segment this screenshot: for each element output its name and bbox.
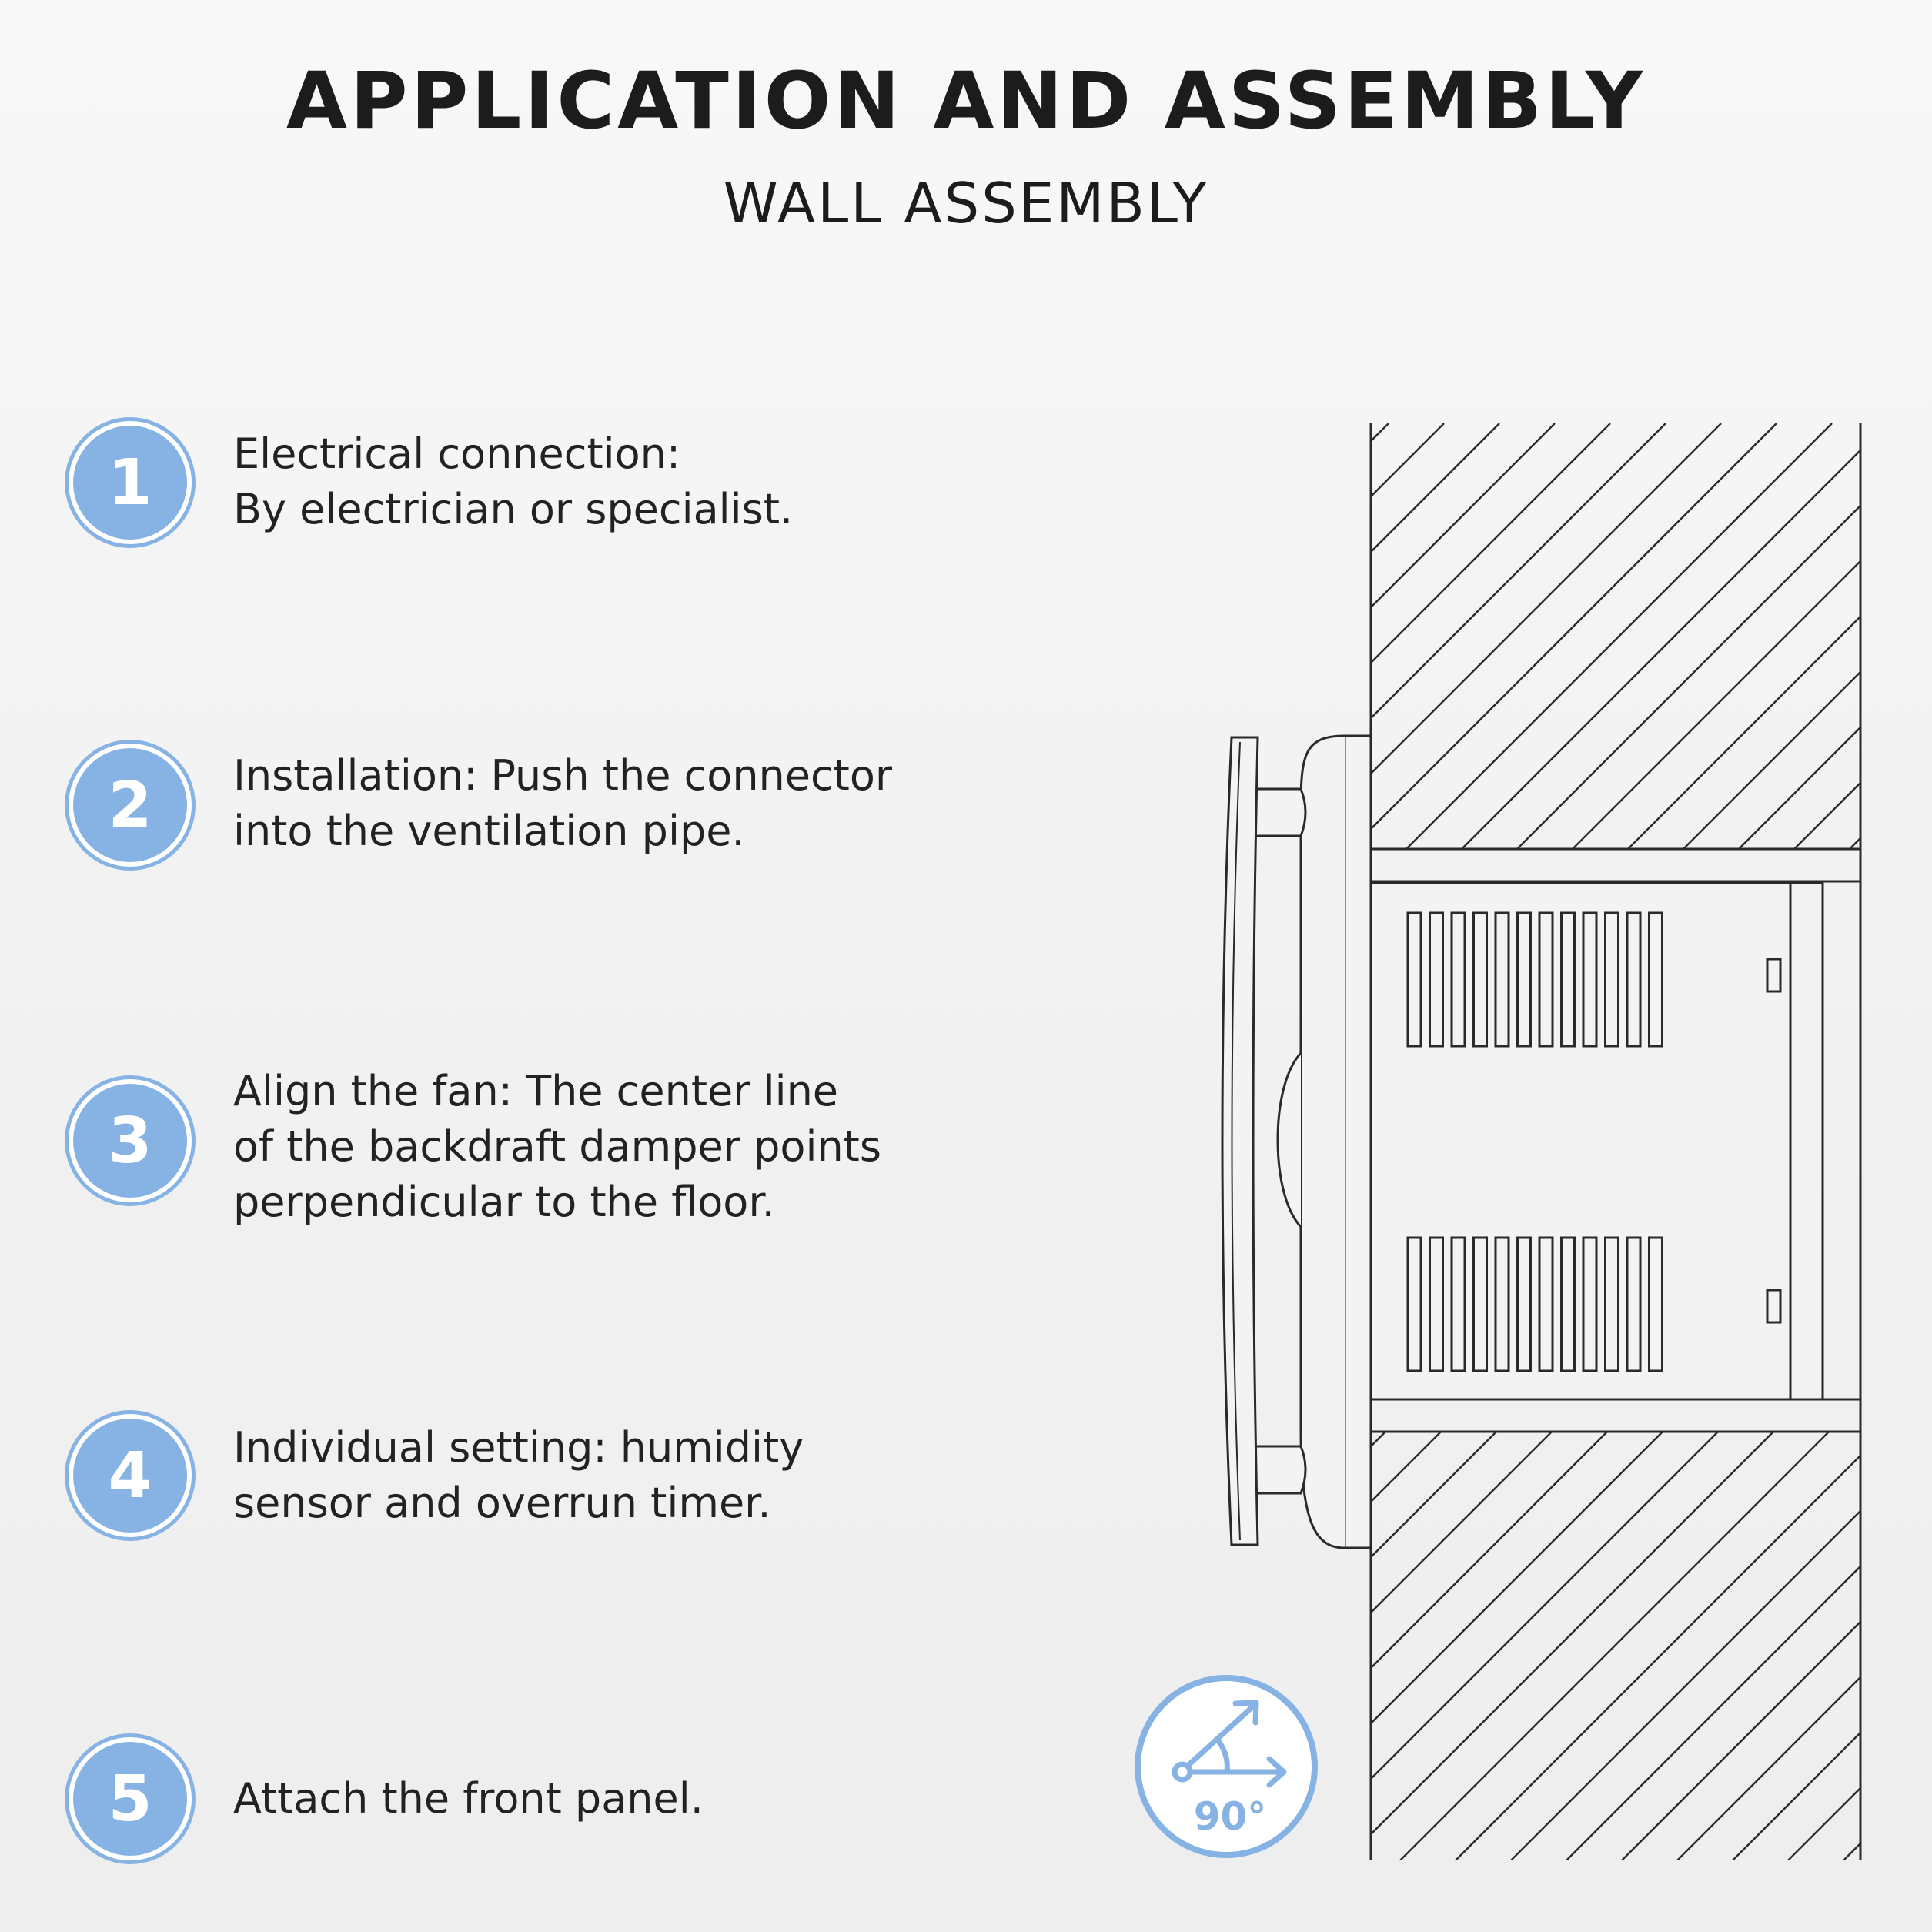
page-title: APPLICATION AND ASSEMBLY (286, 55, 1646, 147)
step-text-line: Installation: Push the connector (233, 751, 893, 800)
step-text-line: sensor and overrun timer. (233, 1479, 771, 1527)
hatch-line (569, 1432, 998, 1860)
hatch-line (1905, 423, 1932, 849)
latch-clip-upper (1767, 959, 1780, 991)
hatch-line (1406, 423, 1832, 849)
hatch-line (741, 423, 1167, 849)
vent-slot (1562, 913, 1575, 1046)
step-text-line: of the backdraft damper points (233, 1122, 881, 1171)
step-number-badge: 5 (73, 1742, 187, 1856)
front-panel (1222, 737, 1258, 1545)
vent-slot (1408, 1238, 1421, 1371)
vent-slot (1518, 913, 1531, 1046)
vent-slot (1474, 1238, 1487, 1371)
vent-slot (1583, 1238, 1596, 1371)
vent-slot (1539, 913, 1553, 1046)
hatch-line (1843, 1432, 1932, 1860)
hatch-line (1794, 423, 1932, 849)
hatch-line (1345, 1432, 1773, 1860)
vent-slot (1452, 1238, 1465, 1371)
hatch-line (1566, 1432, 1932, 1860)
hatch-line (852, 423, 1278, 849)
vent-slot (1408, 913, 1421, 1046)
hatch-line (1074, 423, 1499, 849)
step-text-line: into the ventilation pipe. (233, 807, 745, 855)
hatch-line (1899, 1432, 1932, 1860)
standoff-upper (1253, 789, 1305, 836)
fan-connector-sleeve (1371, 883, 1823, 1399)
vent-slot (1583, 913, 1596, 1046)
hatch-line (624, 1432, 1053, 1860)
step-number-badge: 1 (73, 426, 187, 540)
hatch-line (1850, 423, 1932, 849)
wall-hatch-upper (520, 423, 1932, 849)
vent-slot (1627, 913, 1640, 1046)
standoff-lower (1253, 1446, 1305, 1493)
vent-slot (1518, 1238, 1531, 1371)
hatch-line (735, 1432, 1164, 1860)
vent-slot (1562, 1238, 1575, 1371)
page-subtitle: WALL ASSEMBLY (723, 171, 1209, 236)
step-number-badge: 4 (73, 1419, 187, 1533)
hatch-line (908, 423, 1333, 849)
vent-slot (1452, 913, 1465, 1046)
right-angle-badge (1138, 1678, 1315, 1855)
vent-slot (1627, 1238, 1640, 1371)
vent-slot (1430, 913, 1443, 1046)
step-number-badge: 3 (73, 1084, 187, 1198)
hatch-line (1351, 423, 1777, 849)
vent-slot (1496, 913, 1509, 1046)
latch-clip-lower (1767, 1290, 1780, 1322)
hatch-line (1622, 1432, 1932, 1860)
hatch-line (686, 423, 1111, 849)
angle-label: 90° (1193, 1794, 1267, 1839)
fan-housing (1222, 736, 1371, 1548)
step-text-line: Attach the front panel. (233, 1774, 704, 1823)
vent-slot (1650, 913, 1663, 1046)
step-text-line: Electrical connection: (233, 430, 681, 478)
step-text-line: perpendicular to the floor. (233, 1178, 775, 1226)
housing-center-bulge (1278, 1053, 1301, 1227)
housing-shell (1301, 736, 1345, 1548)
vent-slot (1496, 1238, 1509, 1371)
hatch-line (1400, 1432, 1829, 1860)
hatch-line (575, 423, 1001, 849)
step-text-line: Individual setting: humidity (233, 1423, 804, 1472)
step-text-line: By electrician or specialist. (233, 485, 794, 533)
hatch-line (1677, 1432, 1932, 1860)
vent-slot (1650, 1238, 1663, 1371)
hatch-line (1456, 1432, 1884, 1860)
vent-slot (1606, 913, 1619, 1046)
step-number-badge: 2 (73, 748, 187, 862)
hatch-line (1683, 423, 1932, 849)
vent-slot (1539, 1238, 1553, 1371)
hatch-line (680, 1432, 1108, 1860)
mounting-flange (1345, 736, 1371, 1548)
vent-slot (1430, 1238, 1443, 1371)
hatch-line (630, 423, 1056, 849)
hatch-line (520, 423, 945, 849)
hatch-line (1573, 423, 1932, 849)
hatch-line (513, 1432, 942, 1860)
vent-slot (1606, 1238, 1619, 1371)
hatch-line (797, 423, 1222, 849)
hatch-line (1511, 1432, 1932, 1860)
hatch-line (1517, 423, 1932, 849)
hatch-line (1462, 423, 1887, 849)
vent-slot (1474, 913, 1487, 1046)
step-text-line: Align the fan: The center line (233, 1067, 839, 1115)
hatch-line (1733, 1432, 1932, 1860)
